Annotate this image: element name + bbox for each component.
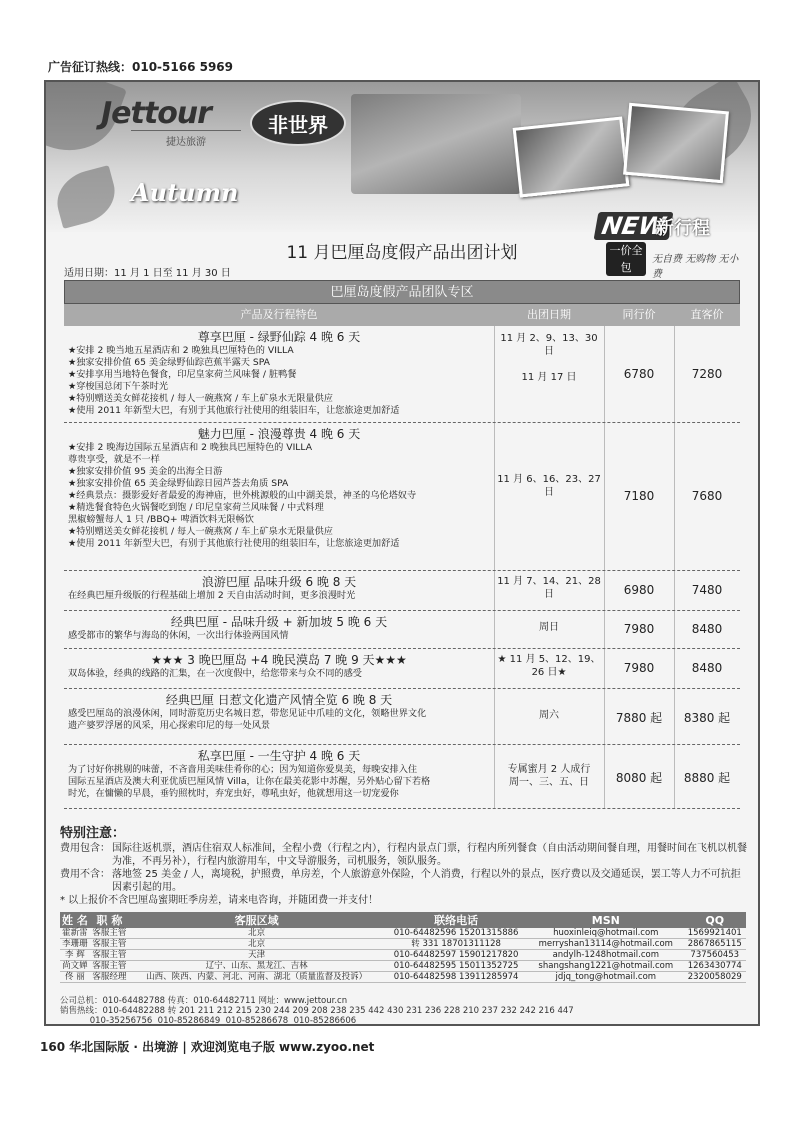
badge-slogan: 无自费 无购物 无小费 (652, 254, 739, 280)
product-row (64, 571, 740, 611)
departure-dates: 周日 (539, 622, 559, 633)
peer-price: 7180 (623, 489, 655, 503)
product-feature: 遗产婆罗浮屠的风采，用心探索印尼的每一处风景 (68, 720, 271, 731)
contact-title: 客服主管 (90, 950, 129, 961)
page-frame (44, 80, 760, 1026)
product-row (64, 649, 740, 689)
column-divider (494, 423, 495, 570)
contact-region: 山西、陕西、内蒙、河北、河南、湖北（质量监督及投诉） (129, 972, 384, 983)
departure-dates: 11 月 6、16、23、27 日 (497, 474, 601, 498)
notice-label: 费用包含： (60, 843, 110, 854)
product-title: 经典巴厘 日惹文化遗产风情全览 6 晚 8 天 (165, 693, 393, 707)
product-title: 魅力巴厘 - 浪漫尊贵 4 晚 6 天 (197, 427, 361, 441)
column-divider (494, 571, 495, 610)
product-row (64, 611, 740, 649)
product-feature: ★独家安排价值 65 美金绿野仙踪日园芦荟去角质 SPA (68, 478, 289, 489)
contact-msn: andylh-1248hotmail.com (528, 950, 683, 961)
retail-price: 7680 (691, 489, 723, 503)
product-description (64, 748, 494, 800)
product-feature: ★穿梭国总闭下午茶时光 (68, 381, 169, 392)
column-divider (494, 326, 495, 422)
brand-badge: 非世界 (250, 100, 346, 146)
column-divider (604, 571, 605, 610)
sales-hotline-line: 010-35256756 010-85286849 010-85286678 010-85286606 (60, 1016, 357, 1026)
departure-dates: 11 月 7、14、21、28 日 (497, 576, 601, 600)
column-divider (604, 423, 605, 570)
column-divider (674, 649, 675, 688)
special-notice (60, 827, 750, 907)
page-footer: 160 华北国际版 · 出境游 | 欢迎浏览电子版 www.zyoo.net (40, 1040, 375, 1054)
table-header (64, 304, 740, 326)
notice-text: 落地签 25 美金 / 人，离境税，护照费，单房差，个人旅游意外保险，个人消费，行程以外的景点，医疗费以及交通延误，罢工等人力不可抗拒因素引起的用。 (112, 869, 741, 893)
company-contact-info (60, 996, 574, 1026)
retail-price: 8480 (691, 622, 723, 636)
column-divider (674, 745, 675, 808)
product-feature: ★安排享用当地特色餐食，印尼皇家荷兰风味餐 / 脏鸭餐 (68, 369, 297, 380)
product-feature: 双岛体验，经典的线路的汇集，在一次度假中，给您带来与众不同的感受 (68, 668, 362, 679)
peer-price: 7880 起 (615, 711, 663, 725)
retail-price: 7480 (691, 583, 723, 597)
new-label: NEW (594, 212, 674, 240)
product-description (64, 692, 494, 732)
product-feature: ★特别赠送美女鲜花接机 / 每人一碗燕窝 / 车上矿泉水无限量供应 (68, 526, 333, 537)
product-feature: ★精选餐食特色火锅餐吃到饱 / 印尼皇家荷兰风味餐 / 中式料理 (68, 502, 324, 513)
notice-item (60, 842, 750, 868)
contact-row (60, 972, 746, 983)
product-feature: ★独家安排价值 65 美金绿野仙踪芭蕉半露天 SPA (68, 357, 270, 368)
product-row (64, 745, 740, 809)
new-route-badge (596, 212, 746, 280)
col-region: 客服区域 (129, 912, 384, 928)
peer-price: 7980 (623, 661, 655, 675)
retail-price: 8380 起 (683, 711, 731, 725)
contact-title: 客服主管 (90, 961, 129, 972)
product-feature: 感受巴厘岛的浪漫休闲，同时游览历史名城日惹，带您见证中爪哇的文化，领略世界文化 (68, 708, 427, 719)
product-feature: ★使用 2011 年新型大巴，有别于其他旅行社使用的组装旧车，让您旅途更加舒适 (68, 538, 400, 549)
column-divider (604, 745, 605, 808)
banner (46, 82, 758, 232)
product-description (64, 426, 494, 550)
contact-phone: 010-64482596 15201315886 (384, 928, 528, 939)
col-msn: MSN (528, 912, 683, 928)
notice-item (60, 868, 750, 894)
contact-qq: 737560453 (684, 950, 746, 961)
leaf-decoration (51, 165, 122, 229)
notice-text: * 以上报价不含巴厘岛蜜期旺季房差，请来电咨询，并随团费一并支付！ (60, 895, 379, 906)
contact-region: 北京 (129, 939, 384, 950)
ad-hotline: 广告征订热线：010-5166 5969 (48, 60, 234, 74)
contact-msn: huoxinleiq@hotmail.com (528, 928, 683, 939)
contact-name: 尚文婵 (60, 961, 90, 972)
product-feature: ★使用 2011 年新型大巴，有别于其他旅行社使用的组装旧车，让您旅途更加舒适 (68, 405, 400, 416)
product-feature: ★安排 2 晚当地五星酒店和 2 晚独具巴厘特色的 VILLA (68, 345, 294, 356)
notice-text: 国际往返机票，酒店住宿双人标准间，全程小费（行程之内），行程内景点门票，行程内所列餐食（自由活动期间餐自理，用餐时间在飞机以机餐为准，不再另补），行程内旅游用车，中文导游服务，司机服务，领队服务。 (112, 843, 747, 867)
notice-item (60, 894, 750, 907)
product-feature: 尊贵享受，就是不一样 (68, 454, 160, 465)
header-dates: 出团日期 (527, 308, 571, 321)
product-feature: ★独家安排价值 95 美金的出海全日游 (68, 466, 223, 477)
product-title: 经典巴厘 - 品味升级 + 新加坡 5 晚 6 天 (170, 615, 388, 629)
header-retail-price: 直客价 (690, 308, 724, 321)
col-title: 职 称 (90, 912, 129, 928)
contact-region: 北京 (129, 928, 384, 939)
column-divider (604, 689, 605, 744)
product-feature: 时光，在慵懒的早晨，垂钓照枕时，弃宠虫好，尊吼虫好，他就想用这一切宠爱你 (68, 788, 399, 799)
retail-price: 8480 (691, 661, 723, 675)
contact-title: 客服主管 (90, 928, 129, 939)
contact-region: 天津 (129, 950, 384, 961)
product-feature: 黑椒螃蟹每人 1 只 /BBQ+ 啤酒饮料无限畅饮 (68, 514, 254, 525)
contact-title: 客服经理 (90, 972, 129, 983)
column-divider (604, 611, 605, 648)
contact-name: 霍新雷 (60, 928, 90, 939)
product-title: 浪游巴厘 品味升级 6 晚 8 天 (201, 575, 357, 589)
header-peer-price: 同行价 (622, 308, 656, 321)
contact-msn: merryshan13114@hotmail.com (528, 939, 683, 950)
column-divider (674, 423, 675, 570)
column-divider (494, 649, 495, 688)
product-description (64, 329, 494, 417)
product-row (64, 423, 740, 571)
product-title: ★★★ 3 晚巴厘岛 +4 晚民漠岛 7 晚 9 天★★★ (151, 653, 407, 667)
column-divider (674, 611, 675, 648)
resort-pool-photo (351, 94, 521, 194)
season-label: Autumn (131, 178, 239, 207)
contact-phone: 010-64482597 15901217820 (384, 950, 528, 961)
retail-price: 7280 (691, 366, 723, 381)
contact-qq: 2867865115 (684, 939, 746, 950)
page-title: 11 月巴厘岛度假产品出团计划 (286, 243, 518, 263)
company-phone-line: 公司总机：010-64482788 传真：010-64482711 网址：www.jettour.cn (60, 996, 348, 1006)
contact-name: 李 辉 (60, 950, 90, 961)
product-title: 私享巴厘 - 一生守护 4 晚 6 天 (197, 749, 361, 763)
peer-price: 6780 (623, 366, 655, 381)
product-feature: 国际五星酒店及澳大利亚优质巴厘风情 Villa，让你在最美花影中苏醒，另外贴心留下若格 (68, 776, 431, 787)
column-divider (494, 745, 495, 808)
contact-title: 客服主管 (90, 939, 129, 950)
contact-phone: 010-64482595 15011352725 (384, 961, 528, 972)
contact-qq: 1569921401 (684, 928, 746, 939)
contact-region: 辽宁、山东、黑龙江、吉林 (129, 961, 384, 972)
valid-dates: 适用日期：11 月 1 日至 11 月 30 日 (64, 268, 231, 279)
product-title: 尊享巴厘 - 绿野仙踪 4 晚 6 天 (197, 330, 361, 344)
product-feature: ★安排 2 晚海边国际五星酒店和 2 晚独具巴厘特色的 VILLA (68, 442, 313, 453)
product-feature: 感受都市的繁华与海岛的休闲，一次出行体验两国风情 (68, 630, 289, 641)
sales-hotline-line: 销售热线：010-64482288 转 201 211 212 215 230 244 209 208 238 235 442 430 231 236 228 210 237 232 242 216 447 (60, 1006, 574, 1016)
column-divider (674, 326, 675, 422)
column-divider (494, 689, 495, 744)
contact-name: 佟 丽 (60, 972, 90, 983)
product-feature: 在经典巴厘升级版的行程基础上增加 2 天自由活动时间，更多浪漫时光 (68, 590, 356, 601)
notice-heading: 特别注意： (60, 826, 126, 841)
product-description (64, 574, 494, 602)
contact-msn: shangshang1221@hotmail.com (528, 961, 683, 972)
contact-phone: 010-64482598 13911285974 (384, 972, 528, 983)
all-inclusive-tag: 一价全包 (606, 242, 646, 276)
logo-subtitle: 捷达旅游 (131, 130, 241, 148)
contact-row (60, 928, 746, 939)
product-feature: ★特别赠送美女鲜花接机 / 每人一碗燕窝 / 车上矿泉水无限量供应 (68, 393, 333, 404)
zone-header: 巴厘岛度假产品团队专区 (64, 280, 740, 304)
notice-label: 费用不含： (60, 869, 110, 880)
col-name: 姓 名 (61, 914, 88, 927)
departure-dates: 专属蜜月 2 人成行 周一、三、五、日 (507, 764, 591, 788)
header-product: 产品及行程特色 (240, 308, 318, 321)
departure-dates: 周六 (539, 710, 559, 721)
product-description (64, 614, 494, 642)
column-divider (604, 649, 605, 688)
column-divider (674, 571, 675, 610)
couple-photo (623, 103, 729, 183)
departure-dates: 11 月 2、9、13、30 日 11 月 17 日 (500, 333, 598, 383)
col-phone: 联络电话 (384, 912, 528, 928)
product-description (64, 652, 494, 680)
contact-phone: 转 331 18701311128 (384, 939, 528, 950)
contact-name: 李珊珊 (60, 939, 90, 950)
peer-price: 6980 (623, 583, 655, 597)
contact-row (60, 950, 746, 961)
column-divider (494, 611, 495, 648)
resort-photo (513, 116, 630, 197)
contact-row (60, 939, 746, 950)
product-feature: 为了讨好你挑剔的味蕾，不吝啬用美味佳肴你的心；因为知道你爱臭美，每晚安排入住 (68, 764, 418, 775)
peer-price: 7980 (623, 622, 655, 636)
jettour-logo: Jettour (101, 96, 211, 131)
product-feature: ★经典景点：摄影爱好者最爱的海神庙，世外桃源般的山中湖美景，神圣的乌伦塔奴寺 (68, 490, 417, 501)
retail-price: 8880 起 (683, 771, 731, 785)
contact-table (60, 912, 746, 983)
contact-msn: jdjq_tong@hotmail.com (528, 972, 683, 983)
new-route-label: 新行程 (656, 218, 710, 239)
contact-qq: 2320058029 (684, 972, 746, 983)
product-row (64, 689, 740, 745)
column-divider (604, 326, 605, 422)
product-table (64, 326, 740, 809)
col-qq: QQ (684, 912, 746, 928)
column-divider (674, 689, 675, 744)
contact-row (60, 961, 746, 972)
product-row (64, 326, 740, 423)
contact-qq: 1263430774 (684, 961, 746, 972)
departure-dates: ★ 11 月 5、12、19、26 日★ (497, 654, 601, 678)
peer-price: 8080 起 (615, 771, 663, 785)
